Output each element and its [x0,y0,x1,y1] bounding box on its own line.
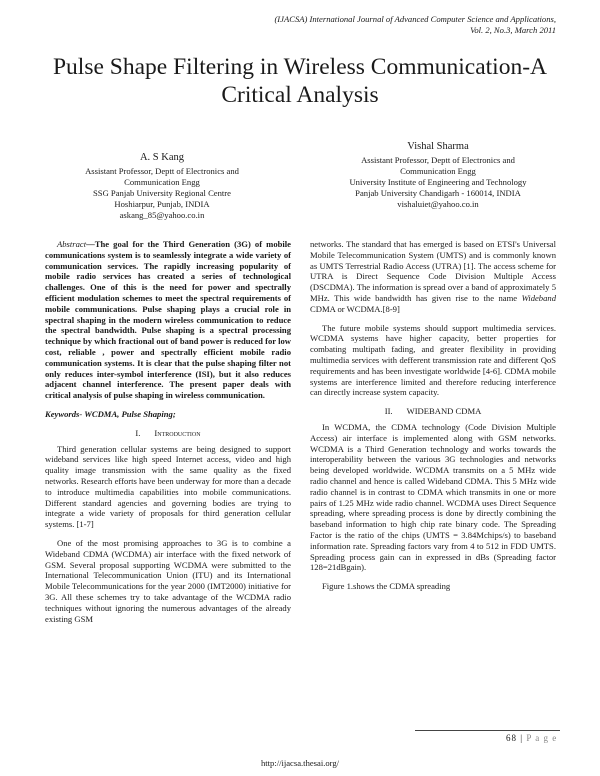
author-email: askang_85@yahoo.co.in [119,210,205,220]
page-number-value: 68 [506,733,517,743]
page-number [506,733,557,743]
journal-name: (IJACSA) International Journal of Advanced Computer Science and Applications, [274,14,556,24]
paragraph: The future mobile systems should support multimedia services. WCDMA systems have higher capacity, better properties for combating multipath fading, and greater flexibility in providing multimedia services with defferent transmission rate and different QoS requirements and has been investigate worldwide [4-6]. CDMA mobile systems are interference limited and therefore reducing interference can directly increase system capacity. [310,322,556,398]
section-number: I. [135,427,141,438]
abstract-body: —The goal for the Third Generation (3G) of mobile communications system is to seamlessly integrate a wide variety of communication services. The rapidly increasing popularity of mobile radio services has created a series of technological challenges. One of this is the need for power and spectrally efficient modulation schemes to meet the spectral requirements of mobile communications. Pulse shaping plays a crucial role in spectral shaping in the modern wireless communication to reduce the spectral bandwidth. Pulse shaping is a spectral processing technique by which fractional out of band power is reduced for low cost, reliable , power and spectrally efficient mobile radio communication systems. It is clear that the pulse shaping filter not only reduces inter-symbol interference (ISI), but it also reduces adjacent channel interference. The present paper deals with critical analysis of pulse shaping in wireless communication. [45,239,291,401]
author-block-2 [318,141,558,210]
paragraph: One of the most promising approaches to 3G is to combine a Wideband CDMA (WCDMA) air interface with the fixed network of GSM. Several proposal supporting WCDMA were submitted to the International Telecommunication Union (ITU) and its International Mobile Telecommunications for the year 2000 (IMT2000) initiative for 3G. All these schemes try to take advantage of the WCDMA radio techniques without ignoring the numerous advantages of the already existing GSM [45,537,291,624]
abstract-lead: Abstract [57,239,87,249]
emphasis-text: Wideband [521,292,556,303]
section-heading-wcdma [310,406,556,417]
paragraph: In WCDMA, the CDMA technology (Code Division Multiple Access) air interface is implemented along with GSM networks. WCDMA is a Third Generation technology and works towards the interoperability between the various 3G technologies and networks being developed worldwide. WCDMA transmits on a 5 MHz wide radio channel and hence is called Wideband CDMA. This 5 MHz wide radio channel is in contrast to CDMA which transmits in one or more pairs of 1.25 MHz wide radio channel. WCDMA uses Direct Sequence spreading, where spreading process is done by directly combining the baseband information to high chip rate binary code. The Spreading Factor is the ratio of the chips (UMTS = 3.84Mchips/s) to baseband information rate. Spreading factors vary from 4 to 512 in FDD UMTS. Spreading process gain can in expressed in dBs (Spreading factor 128=21dBgain). [310,421,556,573]
author-affiliation-line: University Institute of Engineering and Technology [349,177,527,187]
author-name: Vishal Sharma [407,141,469,152]
author-affiliation-line: Communication Engg [124,177,200,187]
right-column [310,239,556,600]
journal-url[interactable]: http://ijacsa.thesai.org/ [260,758,340,768]
abstract [45,239,291,401]
keywords: Keywords- WCDMA, Pulse Shaping; [45,408,176,419]
journal-issue: Vol. 2, No.3, March 2011 [470,25,556,35]
page-word: P a g e [526,733,558,743]
paragraph-text: networks. The standard that has emerged is based on ETSI's Universal Mobile Telecommunication System (UMTS) and is commonly known as UMTS Terrestrial Radio Access (UTRA) [1]. The access scheme for UTRA is Direct Sequence Code Division Multiple Access (DSCDMA). The information is spread over a band of approximately 5 MHz. This wide bandwidth has given rise to the name [310,239,556,303]
author-affiliation-line: Assistant Professor, Deptt of Electronics and [85,166,239,176]
author-affiliation-line: Hoshiarpur, Punjab, INDIA [114,199,210,209]
paragraph: Figure 1.shows the CDMA spreading [322,581,451,592]
author-affiliation-line: Communication Engg [400,166,476,176]
page-separator: | [517,733,527,743]
paragraph-text: CDMA or WCDMA.[8-9] [310,303,400,314]
section-title: Introduction [154,427,201,438]
author-affiliation-line: Assistant Professor, Deptt of Electronics and [361,155,515,165]
section-number: II. [384,406,393,417]
paper-title [40,53,560,109]
section-heading-intro [45,428,291,439]
paragraph [310,239,556,315]
paragraph: Third generation cellular systems are being designed to support wideband services like high speed Internet access, video and high quality image transmission with the same quality as the fixed networks. Research efforts have been underway for more than a decade to introduce multimedia capabilities into mobile communications. Different standard agencies and governing bodies are trying to integrate a wide variety of proposals for third generation cellular systems. [1-7] [45,443,291,530]
title-line-1: Pulse Shape Filtering in Wireless Communication-A [52,54,548,80]
author-email: vishaluiet@yahoo.co.in [397,199,479,209]
author-block-1 [52,152,272,221]
author-name: A. S Kang [139,152,185,163]
title-line-2: Critical Analysis [221,82,379,108]
journal-header [216,14,556,36]
section-title: WIDEBAND CDMA [406,406,482,417]
author-affiliation-line: Panjab University Chandigarh - 160014, INDIA [355,188,521,198]
author-affiliation-line: SSG Panjab University Regional Centre [93,188,231,198]
left-column [45,239,291,632]
footer-divider [415,730,560,731]
